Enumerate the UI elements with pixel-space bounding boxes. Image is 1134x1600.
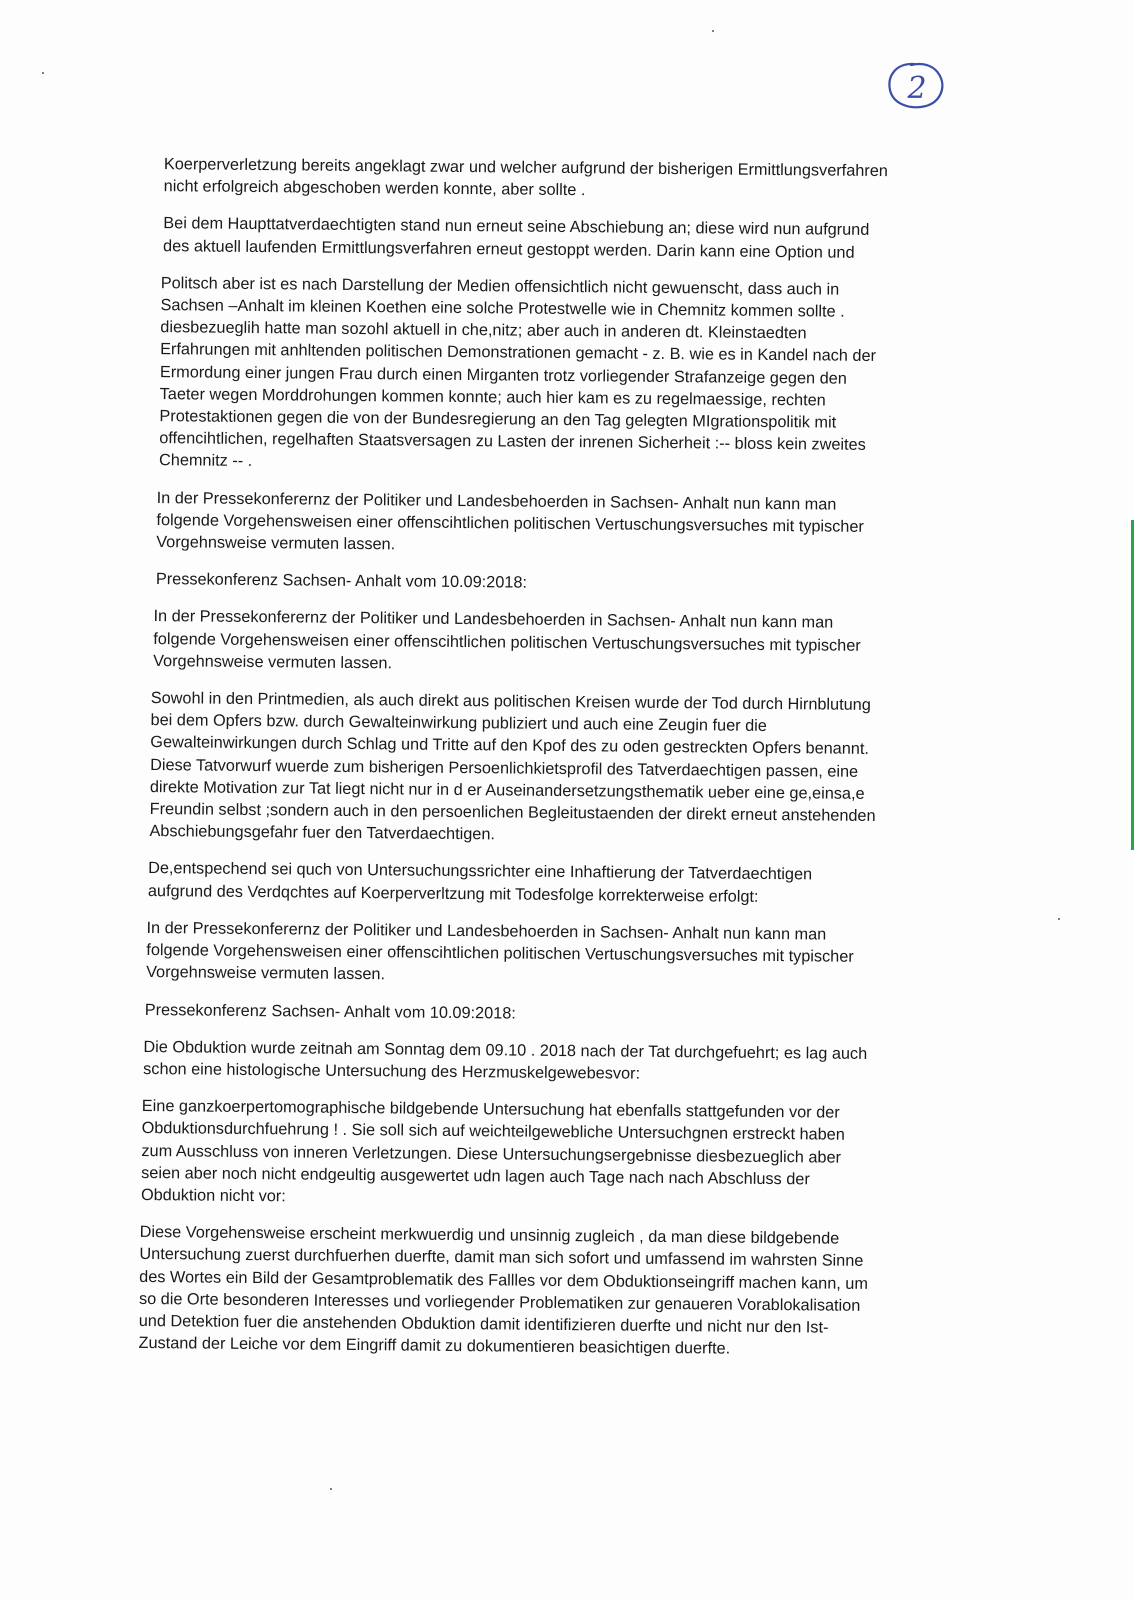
paragraph bbox=[138, 1221, 971, 1362]
text-line: Chemnitz -- . bbox=[158, 451, 253, 471]
text-line: Abschiebungsgefahr fuer den Tatverdaechtigen. bbox=[149, 822, 496, 844]
paragraph bbox=[153, 605, 978, 680]
text-line: In der Pressekonferernz der Politiker und Landesbehoerden in Sachsen- Anhalt nun kann man bbox=[156, 488, 837, 514]
text-line: In der Pressekonferernz der Politiker und Landesbehoerden in Sachsen- Anhalt nun kann man bbox=[153, 607, 834, 633]
text-line: nicht erfolgreich abgeschoben werden konnte, aber sollte . bbox=[163, 177, 586, 200]
scan-speck bbox=[1058, 918, 1060, 920]
paragraph bbox=[149, 687, 976, 850]
text-line: Sachsen –Anhalt im kleinen Koethen eine solche Protestwelle wie in Chemnitz kommen sollte . bbox=[160, 296, 845, 321]
paragraph bbox=[143, 1036, 973, 1088]
text-line: Obduktionsdurchfuehrung ! . Sie soll sich auf weichteilgewebliche Untersuchgnen erstreckt haben bbox=[141, 1119, 845, 1145]
text-line: In der Pressekonferernz der Politiker und Landesbehoerden in Sachsen- Anhalt nun kann man bbox=[146, 918, 827, 944]
paragraph bbox=[146, 917, 975, 992]
text-line: diesbezueglih hatte man sozohl aktuell in che,nitz; aber auch in anderen dt. Kleinstaedten bbox=[160, 318, 807, 343]
paragraph bbox=[145, 998, 974, 1028]
text-line: Koerperverletzung bereits angeklagt zwar und welcher aufgrund der bisherigen Ermittlungsverfahren bbox=[163, 155, 888, 181]
text-line: Die Obduktion wurde zeitnah am Sonntag dem 09.10 . 2018 nach der Tat durchgefuehrt; es lag auch bbox=[143, 1037, 868, 1063]
paragraph bbox=[163, 213, 981, 265]
scan-speck bbox=[330, 1488, 332, 1490]
text-line: Vorgehnsweise vermuten lassen. bbox=[156, 533, 396, 554]
text-line: des aktuell laufenden Ermittlungsverfahren erneut gestoppt werden. Darin kann eine Option und bbox=[163, 236, 855, 262]
text-line: folgende Vorgehensweisen einer offenscihtlichen politischen Vertuschungsversuches mit typischer bbox=[153, 629, 861, 655]
text-line: seien aber noch nicht endgeultig ausgewertet udn lagen auch Tage nach nach Abschluss der bbox=[141, 1163, 810, 1189]
text-line: Politsch aber ist es nach Darstellung der Medien offensichtlich nicht gewuenscht, dass auch in bbox=[160, 273, 840, 299]
text-line: Zustand der Leiche vor dem Eingriff damit zu dokumentieren beasichtigen duerfte. bbox=[138, 1334, 731, 1358]
text-line: Ermordung einer jungen Frau durch einen Mirganten trotz vorliegender Strafanzeige gegen den bbox=[159, 362, 847, 388]
text-line: schon eine histologische Untersuchung des Herzmuskelgewebesvor: bbox=[143, 1059, 641, 1083]
text-line: Taeter wegen Morddrohungen kommen konnte; auch hier kam es zu regelmaessige, rechten bbox=[159, 384, 826, 410]
text-line: Pressekonferenz Sachsen- Anhalt vom 10.09:2018: bbox=[144, 1000, 516, 1023]
text-line: so die Orte besonderen Interesses und vorliegender Problematiken zur genaueren Vorablokalisation bbox=[138, 1289, 861, 1315]
text-line: Diese Tatvorwurf wuerde zum bisherigen Persoenlichkietsprofil des Tatverdaechtigen passen, eine bbox=[150, 755, 859, 781]
text-line: Obduktion nicht vor: bbox=[140, 1185, 286, 1206]
paragraph bbox=[164, 153, 982, 205]
text-line: Protestaktionen gegen die von der Bundesregierung an den Tag gelegten MIgrationspolitik mit bbox=[159, 407, 837, 432]
text-line: Freundin selbst ;sondern auch in den persoenlichen Begleitustaenden der direkt erneut anstehenden bbox=[149, 800, 876, 826]
text-line: aufgrund des Verdqchtes auf Koerperverltzung mit Todesfolge korrekterweise erfolgt: bbox=[147, 881, 759, 906]
page-number-text: 2 bbox=[907, 71, 927, 106]
scan-speck bbox=[712, 30, 714, 32]
text-line: Vorgehnsweise vermuten lassen. bbox=[153, 651, 393, 673]
paragraph bbox=[156, 568, 978, 598]
paragraph bbox=[156, 487, 979, 561]
text-line: folgende Vorgehensweisen einer offenscihtlichen politischen Vertuschungsversuches mit typischer bbox=[146, 941, 854, 966]
text-line: direkte Motivation zur Tat liegt nicht nur in d er Auseinandersetzungsthematik ueber eine ge,einsa,e bbox=[149, 777, 865, 803]
text-line: Bei dem Haupttatverdaechtigten stand nun erneut seine Abschiebung an; diese wird nun aufgrund bbox=[163, 214, 870, 240]
text-line: folgende Vorgehensweisen einer offenscihtlichen politischen Vertuschungsversuches mit typischer bbox=[156, 510, 864, 536]
text-line: offencihtlichen, regelhaften Staatsversagen zu Lasten der inrenen Sicherheit :-- bloss kein zweites bbox=[159, 429, 866, 455]
text-line: Diese Vorgehensweise erscheint merkwuerdig und unsinnig zugleich , da man diese bildgebende bbox=[139, 1223, 840, 1248]
scan-speck bbox=[42, 72, 44, 74]
paragraph bbox=[148, 857, 975, 909]
text-line: bei dem Opfers bzw. durch Gewalteinwirkung publiziert und auch eine Zeugin fuer die bbox=[150, 711, 767, 736]
text-line: zum Ausschluss von inneren Verletzungen. Diese Untersuchungsergebnisse diesbezueglich aber bbox=[141, 1141, 842, 1167]
paragraph bbox=[141, 1095, 973, 1214]
text-line: Pressekonferenz Sachsen- Anhalt vom 10.09:2018: bbox=[155, 570, 528, 592]
text-line: Vorgehnsweise vermuten lassen. bbox=[146, 963, 386, 984]
text-line: Gewalteinwirkungen durch Schlag und Tritte auf den Kpof des zu oden gestreckten Opfers benannt. bbox=[150, 733, 870, 759]
text-line: und Detektion fuer die anstehenden Obduktion damit identifizieren duerfte und nicht nur den Ist- bbox=[138, 1311, 829, 1337]
circled-number-mark bbox=[884, 58, 948, 114]
text-line: Sowohl in den Printmedien, als auch direkt aus politischen Kreisen wurde der Tod durch Hirnblutung bbox=[150, 689, 871, 714]
document-body bbox=[140, 153, 982, 1377]
paragraph bbox=[159, 272, 981, 480]
text-line: Erfahrungen mit anhltenden politischen Demonstrationen gemacht - z. B. wie es in Kandel nach der bbox=[160, 340, 877, 366]
text-line: Untersuchung zuerst durchfuerhen duerfte, damit man sich sofort und umfassend im wahrsten Sinne bbox=[139, 1245, 864, 1271]
text-line: De,entspechend sei quch von Untersuchungssrichter eine Inhaftierung der Tatverdaechtigen bbox=[148, 859, 813, 884]
text-line: des Wortes ein Bild der Gesamtproblematik des Fallles vor dem Obduktionseingriff machen kann, um bbox=[139, 1267, 869, 1293]
handwritten-page-number bbox=[884, 58, 948, 114]
text-line: Eine ganzkoerpertomographische bildgebende Untersuchung hat ebenfalls stattgefunden vor der bbox=[141, 1097, 840, 1122]
